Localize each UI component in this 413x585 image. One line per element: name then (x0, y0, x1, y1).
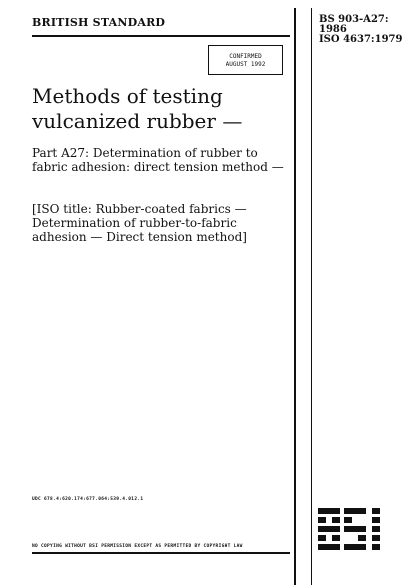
header-rule (32, 35, 290, 37)
copyright-notice: NO COPYING WITHOUT BSI PERMISSION EXCEPT AS PERMITTED BY COPYRIGHT LAW (32, 544, 243, 549)
part-title: Part A27: Determination of rubber to fabric adhesion: direct tension method — (32, 146, 284, 174)
confirmed-label: CONFIRMED (229, 53, 262, 60)
margin-rule-thick (294, 8, 296, 585)
iso-title: [ISO title: Rubber-coated fabrics — Determination of rubber-to-fabric adhesion — Direct tension method] (32, 202, 247, 244)
publisher-heading: BRITISH STANDARD (32, 16, 166, 29)
standard-number: BS 903-A27: 1986 ISO 4637:1979 (319, 14, 403, 45)
confirmed-stamp (208, 45, 283, 75)
document-title: Methods of testing vulcanized rubber — (32, 84, 243, 133)
confirmed-date: AUGUST 1992 (225, 61, 266, 68)
bsi-logo (318, 508, 398, 558)
footer-rule (32, 552, 290, 554)
udc-code: UDC 678.4:620.174:677.064:539.4.012.1 (32, 497, 144, 502)
margin-rule-thin (311, 8, 312, 585)
